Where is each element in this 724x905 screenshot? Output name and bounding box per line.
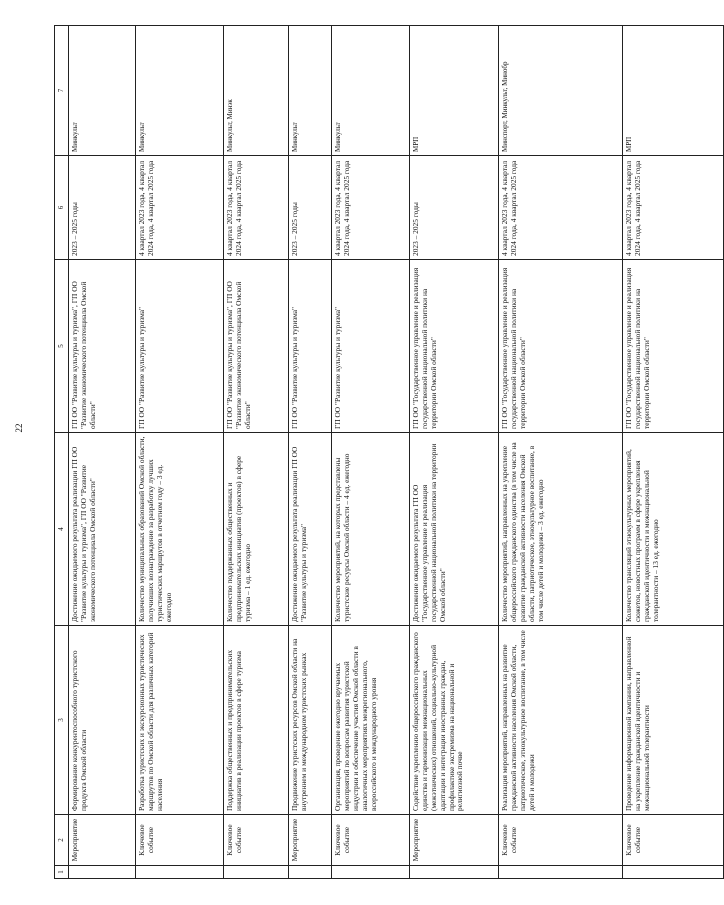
measures-table bbox=[54, 25, 724, 879]
table-region bbox=[54, 26, 660, 879]
table-cell: Количество мероприятий, на которых представлены туристские ресурсы Омской области – 4 ед. ежегодно bbox=[332, 433, 410, 626]
table-cell: 4 квартал 2023 года, 4 квартал 2024 года, 4 квартал 2025 года bbox=[136, 156, 224, 260]
table-cell: МРП bbox=[410, 26, 499, 156]
table-cell: Достижение ожидаемого результата ГП ОО "Государственное управление и реализация государственной национальной политики на территории Омской области" bbox=[410, 433, 499, 626]
table-cell: Минкульт bbox=[289, 26, 332, 156]
table-cell: Минкульт bbox=[69, 26, 136, 156]
table-cell: Содействие укреплению общероссийского гражданского единства и гармонизации межнациональных (межэтнических) отношений, социально-культурной адаптации и интеграции иностранных граждан, профилактике экстремизма на национальной и религиозной почве bbox=[410, 626, 499, 815]
table-row bbox=[224, 26, 289, 879]
table-cell: 2023 – 2025 годы bbox=[410, 156, 499, 260]
table-cell: Минкульт bbox=[136, 26, 224, 156]
table-cell: МРП bbox=[623, 26, 724, 156]
table-cell: ГП ОО "Развитие культуры и туризма" bbox=[136, 260, 224, 433]
table-row bbox=[69, 26, 136, 879]
table-cell: Количество мероприятий, направленных на укрепление общероссийского гражданского единства (в том числе на развитие гражданской активности населения Омской области, патриотическое, этнокультурное воспитание, в том числе детей и молодежи – 3 ед. ежегодно bbox=[499, 433, 623, 626]
table-cell: Ключевое событие bbox=[136, 815, 224, 866]
table-row bbox=[410, 26, 499, 879]
table-cell: Количество трансляций этнокультурных мероприятий, сюжетов, новостных программ в сфере укрепления гражданской идентичности и межнациональной толерантности – 13 ед. ежегодно bbox=[623, 433, 724, 626]
table-cell bbox=[289, 866, 332, 879]
table-cell bbox=[136, 866, 224, 879]
table-cell bbox=[623, 866, 724, 879]
table-cell: Реализация мероприятий, направленных на развитие гражданской активности населения Омской области, патриотическое, этнокультурное воспитание, в том числе детей и молодежи bbox=[499, 626, 623, 815]
table-cell: Поддержка общественных и предпринимательских инициатив в реализации проектов в сфере туризма bbox=[224, 626, 289, 815]
header-cell-2: 2 bbox=[55, 815, 69, 866]
table-cell bbox=[332, 866, 410, 879]
header-cell-1: 1 bbox=[55, 866, 69, 879]
header-cell-7: 7 bbox=[55, 26, 69, 156]
header-cell-6: 6 bbox=[55, 156, 69, 260]
table-cell: Мероприятие bbox=[410, 815, 499, 866]
header-row bbox=[55, 26, 69, 879]
table-cell: Достижение ожидаемого результата реализации ГП ОО "Развитие культуры и туризма" bbox=[289, 433, 332, 626]
table-cell: ГП ОО "Государственное управление и реализация государственной национальной политики на территории Омской области" bbox=[623, 260, 724, 433]
table-cell: ГП ОО "Государственное управление и реализация государственной национальной политики на территории Омской области" bbox=[499, 260, 623, 433]
table-cell bbox=[224, 866, 289, 879]
header-cell-4: 4 bbox=[55, 433, 69, 626]
table-row bbox=[289, 26, 332, 879]
table-cell: Количество поддержанных общественных и предпринимательских инициатив (проектов) в сфере туризма – 1 ед. ежегодно bbox=[224, 433, 289, 626]
table-cell: Количество муниципальных образований Омской области, получивших вознаграждение за разработку лучших туристических маршрутов в отчетном году – 3 ед. ежегодно bbox=[136, 433, 224, 626]
table-cell bbox=[69, 866, 136, 879]
table-cell: 4 квартал 2023 года, 4 квартал 2024 года, 4 квартал 2025 года bbox=[499, 156, 623, 260]
table-cell: 4 квартал 2023 года, 4 квартал 2024 года, 4 квартал 2025 года bbox=[224, 156, 289, 260]
table-row bbox=[136, 26, 224, 879]
table-cell: Разработка туристских и экскурсионных туристических маршрутов по Омской области для различных категорий населения bbox=[136, 626, 224, 815]
table-cell: Проведение информационной кампании, направленной на укрепление гражданской идентичности и межнациональной толерантности bbox=[623, 626, 724, 815]
table-cell: Ключевое событие bbox=[499, 815, 623, 866]
table-cell: Ключевое событие bbox=[332, 815, 410, 866]
header-cell-5: 5 bbox=[55, 260, 69, 433]
table-cell: Ключевое событие bbox=[224, 815, 289, 866]
table-cell bbox=[499, 866, 623, 879]
table-cell bbox=[410, 866, 499, 879]
table-cell: Минкульт bbox=[332, 26, 410, 156]
table-cell: Достижение ожидаемого результата реализации ГП ОО "Развитие культуры и туризма", ГП ОО "Развитие экономического потенциала Омской области" bbox=[69, 433, 136, 626]
header-cell-3: 3 bbox=[55, 626, 69, 815]
table-cell: ГП ОО "Развитие культуры и туризма" bbox=[332, 260, 410, 433]
table-cell: 4 квартал 2023 года, 4 квартал 2024 года, 4 квартал 2025 года bbox=[623, 156, 724, 260]
table-row bbox=[623, 26, 724, 879]
table-cell: Ключевое событие bbox=[623, 815, 724, 866]
table-row bbox=[332, 26, 410, 879]
table-row bbox=[499, 26, 623, 879]
table-cell: 2023 – 2025 годы bbox=[69, 156, 136, 260]
table-cell: 4 квартал 2023 года, 4 квартал 2024 года, 4 квартал 2025 года bbox=[332, 156, 410, 260]
table-cell: 2023 – 2025 годы bbox=[289, 156, 332, 260]
table-cell: Мероприятие bbox=[69, 815, 136, 866]
table-cell: Мероприятие bbox=[289, 815, 332, 866]
table-cell: ГП ОО "Развитие культуры и туризма", ГП ОО "Развитие экономического потенциала Омской области" bbox=[69, 260, 136, 433]
table-cell: Минспорт, Минкульт, Минобр bbox=[499, 26, 623, 156]
page-number: 22 bbox=[14, 423, 24, 433]
table-cell: ГП ОО "Государственное управление и реализация государственной национальной политики на территории Омской области" bbox=[410, 260, 499, 433]
table-cell: Продвижение туристских ресурсов Омской области на внутреннем и международном туристских рынках bbox=[289, 626, 332, 815]
table-cell: ГП ОО "Развитие культуры и туризма", ГП ОО "Развитие экономического потенциала Омской области" bbox=[224, 260, 289, 433]
table-cell: Минкульт, Минэк bbox=[224, 26, 289, 156]
table-cell: ГП ОО "Развитие культуры и туризма" bbox=[289, 260, 332, 433]
table-cell: Организация, проведение ежегодно вручаемых мероприятий по вопросам развития туристской индустрии и обеспечение участия Омской области в аналогичных мероприятиях межрегионального, всероссийского и международного уровня bbox=[332, 626, 410, 815]
table-cell: Формирование конкурентоспособного туристского продукта Омской области bbox=[69, 626, 136, 815]
